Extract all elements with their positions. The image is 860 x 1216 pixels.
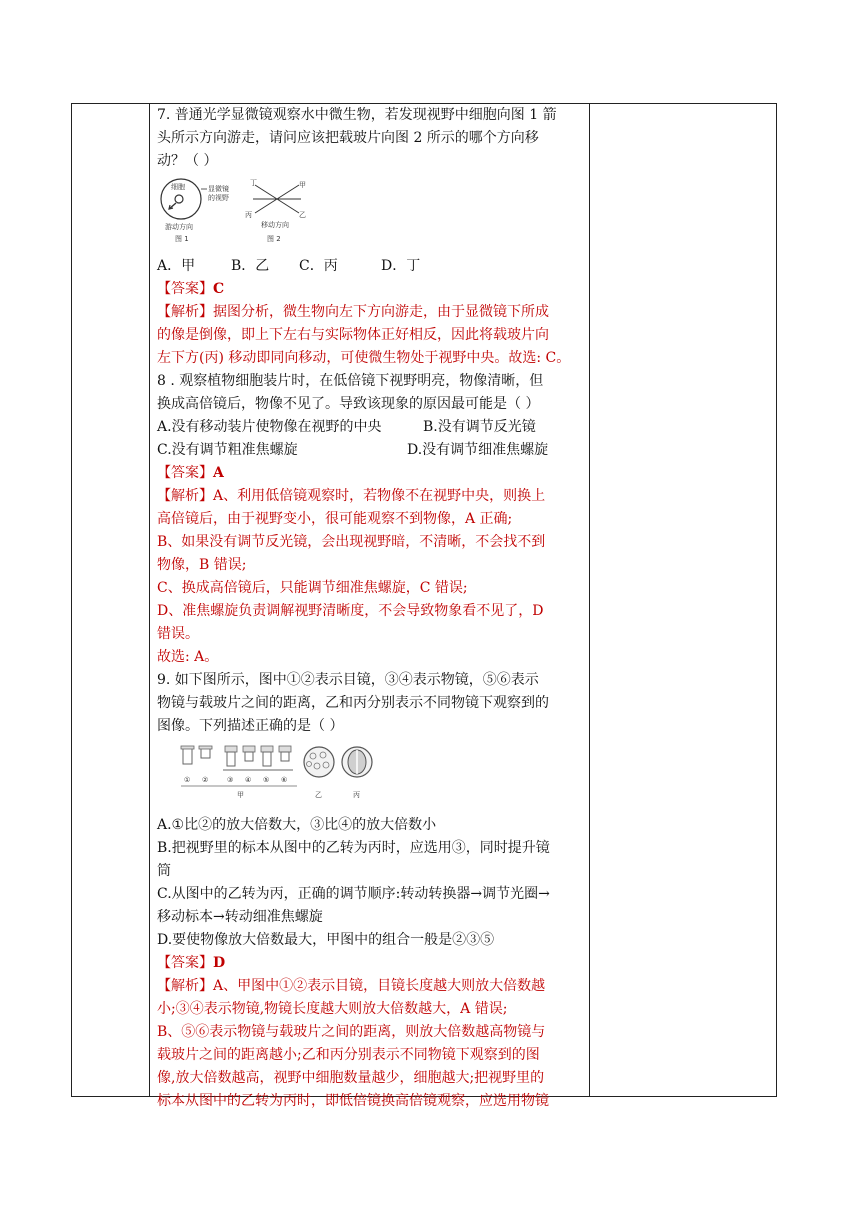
q9-option-line: A.①比②的放大倍数大，③比④的放大倍数小 [157,817,437,833]
q9-analysis-line: 小;③④表示物镜,物镜长度越大则放大倍数越大，A 错误; [157,1001,508,1017]
dir-bing-label: 丙 [245,211,252,219]
label-1: ① [184,776,191,784]
label-3: ③ [227,776,234,784]
label-2: ② [202,776,209,784]
label-bing: 丙 [353,791,360,799]
option-b: B．乙 [231,258,270,274]
answer-value: A [213,465,224,481]
q7-figure-svg [157,175,357,255]
label-5: ⑤ [263,776,270,784]
q8-analysis-line: 【解析】A、利用低倍镜观察时，若物像不在视野中央，则换上 [157,488,546,504]
q7-stem-line: 动？（ ） [157,153,218,169]
q8-analysis-line: B、如果没有调节反光镜，会出现视野暗，不清晰，不会找不到 [157,534,546,550]
eyepiece-1-rim [181,746,194,749]
q9-analysis-line: 标本从图中的乙转为丙时，即低倍镜换高倍镜观察，应选用物镜 [157,1093,549,1109]
q8-analysis-line: 物像，B 错误; [157,557,247,573]
table-left-column [72,104,150,1096]
label-4: ④ [245,776,252,784]
label-jia: 甲 [237,791,244,799]
table-right-column [589,104,776,1096]
answer-value: C [213,281,225,297]
answer-value: D [213,955,226,971]
answer-tag: 【答案】 [157,465,213,481]
q9-analysis-line: 载玻片之间的距离越小;乙和丙分别表示不同物镜下观察到的图 [157,1047,540,1063]
q9-stem-line: 9. 如下图所示，图中①②表示目镜，③④表示物镜，⑤⑥表示 [157,672,539,688]
answer-tag: 【答案】 [157,281,213,297]
option-d: D．丁 [381,258,421,274]
q8-analysis-line: 高倍镜后，由于视野变小，很可能观察不到物像，A 正确; [157,511,513,527]
q8-analysis-line: C、换成高倍镜后，只能调节细准焦螺旋，C 错误; [157,580,468,596]
objective-3-icon [225,746,237,752]
objective-4-icon [243,746,255,752]
dir-ding-label: 丁 [250,179,257,187]
question-9 [157,669,591,1113]
q9-figure-svg [157,740,397,814]
dir-yi-label: 乙 [299,211,306,219]
option-d: D.没有调节细准焦螺旋 [407,442,549,458]
objective-5-icon [261,746,273,752]
q9-analysis-line: 【解析】A、甲图中①②表示目镜，目镜长度越大则放大倍数越 [157,978,546,994]
q7-stem-line: 7. 普通光学显微镜观察水中微生物，若发现视野中细胞向图 1 箭 [157,107,557,123]
question-content [157,104,591,1113]
fig1-caption: 图 1 [175,235,189,243]
fig2-caption: 图 2 [267,235,281,243]
q8-analysis-line: 故选: A。 [157,649,219,665]
option-b: B.没有调节反光镜 [423,419,536,435]
lesson-table [71,103,777,1109]
q7-analysis-line: 左下方(丙) 移动即同向移动，可使微生物处于视野中央。故选: C。 [157,350,571,366]
option-c: C.没有调节粗准焦螺旋 [157,442,298,458]
q8-stem-line: 8 . 观察植物细胞装片时，在低倍镜下视野明亮，物像清晰，但 [157,373,544,389]
dir-jia-label: 甲 [299,181,306,189]
move-direction-label: 移动方向 [261,221,289,229]
label-yi: 乙 [315,791,322,799]
q7-answer [157,278,591,301]
q8-analysis-line: D、准焦螺旋负责调解视野清晰度，不会导致物象看不见了，D [157,603,544,619]
q8-options-row [157,416,591,439]
q9-option-line: 筒 [157,863,171,879]
question-8 [157,370,591,669]
view-label-2: 的视野 [208,194,229,202]
q7-figure [157,175,591,255]
eyepiece-1-icon [183,748,192,764]
q9-analysis-line: B、⑤⑥表示物镜与载玻片之间的距离，则放大倍数越高物镜与 [157,1024,546,1040]
q7-options [157,255,591,278]
question-7 [157,104,591,370]
q9-analysis-line: 像,放大倍数越高，视野中细胞数量越少，细胞越大;把视野里的 [157,1070,545,1086]
view-label-1: 显微镜 [208,185,229,193]
objective-6-icon [279,746,291,752]
cell-label: 细胞 [171,183,185,191]
objective-3-barrel [227,752,235,766]
view-yi-circle [304,747,334,777]
cell-shape [175,195,183,203]
answer-tag: 【答案】 [157,955,213,971]
label-6: ⑥ [281,776,288,784]
q8-analysis-line: 错误。 [157,626,199,642]
q9-answer [157,952,591,975]
q7-stem-line: 头所示方向游走，请问应该把载玻片向图 2 所示的哪个方向移 [157,130,539,146]
q9-figure [157,740,591,814]
option-a: A．甲 [157,258,196,274]
swim-direction-label: 游动方向 [165,223,193,231]
q7-analysis-line: 的像是倒像，即上下左右与实际物体正好相反，因此将载玻片向 [157,327,549,343]
q8-stem-line: 换成高倍镜后，物像不见了。导致该现象的原因最可能是（ ） [157,396,540,412]
q9-option-line: B.把视野里的标本从图中的乙转为丙时，应选用③，同时提升镜 [157,840,550,856]
q9-option-line: C.从图中的乙转为丙，正确的调节顺序:转动转换器→调节光圈→ [157,886,550,902]
objective-5-barrel [263,752,271,766]
q9-stem-line: 图像。下列描述正确的是（ ） [157,718,344,734]
objective-4-barrel [245,752,253,761]
eyepiece-2-rim [199,746,212,749]
q9-stem-line: 物镜与载玻片之间的距离，乙和丙分别表示不同物镜下观察到的 [157,695,549,711]
option-a: A.没有移动装片使物像在视野的中央 [157,419,382,435]
q7-analysis-line: 【解析】据图分析，微生物向左下方向游走，由于显微镜下所成 [157,304,549,320]
q8-options-row [157,439,591,462]
option-c: C．丙 [299,258,338,274]
q9-option-line: 移动标本→转动细准焦螺旋 [157,909,323,925]
objective-6-barrel [281,752,289,761]
q8-answer [157,462,591,485]
eyepiece-2-icon [201,748,210,758]
q9-option-line: D.要使物像放大倍数最大，甲图中的组合一般是②③⑤ [157,932,495,948]
